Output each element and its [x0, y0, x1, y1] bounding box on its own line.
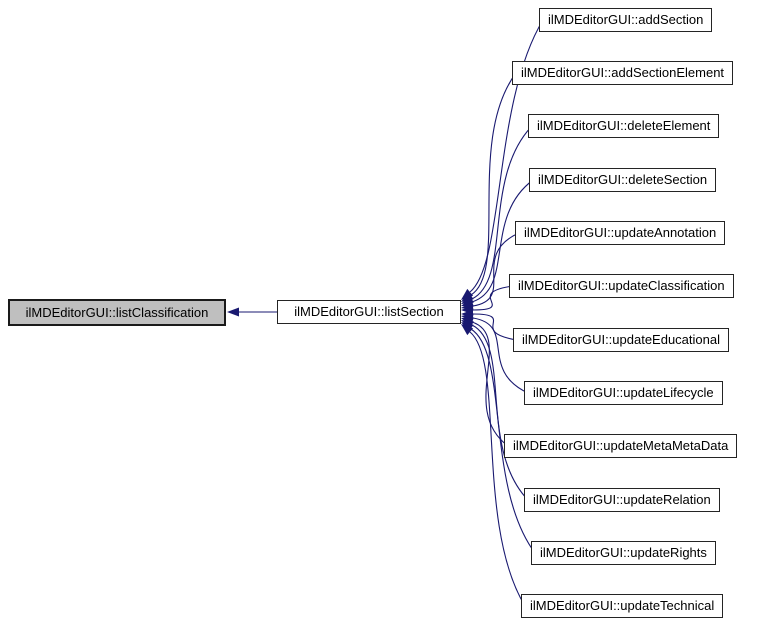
node-update-annotation[interactable]: ilMDEditorGUI::updateAnnotation — [515, 221, 725, 245]
node-update-rights[interactable]: ilMDEditorGUI::updateRights — [531, 541, 716, 565]
node-update-lifecycle[interactable]: ilMDEditorGUI::updateLifecycle — [524, 381, 723, 405]
edge-listSection-listClassification — [227, 308, 277, 317]
node-add-section[interactable]: ilMDEditorGUI::addSection — [539, 8, 712, 32]
node-update-technical[interactable]: ilMDEditorGUI::updateTechnical — [521, 594, 723, 618]
node-list-classification: ilMDEditorGUI::listClassification — [8, 299, 226, 326]
node-update-classification[interactable]: ilMDEditorGUI::updateClassification — [509, 274, 734, 298]
node-update-relation[interactable]: ilMDEditorGUI::updateRelation — [524, 488, 720, 512]
node-update-educational[interactable]: ilMDEditorGUI::updateEducational — [513, 328, 729, 352]
node-add-section-element[interactable]: ilMDEditorGUI::addSectionElement — [512, 61, 733, 85]
node-list-section[interactable]: ilMDEditorGUI::listSection — [277, 300, 461, 324]
node-delete-section[interactable]: ilMDEditorGUI::deleteSection — [529, 168, 716, 192]
node-delete-element[interactable]: ilMDEditorGUI::deleteElement — [528, 114, 719, 138]
node-update-meta-meta-data[interactable]: ilMDEditorGUI::updateMetaMetaData — [504, 434, 737, 458]
edge-updateTechnical-listSection — [458, 321, 525, 606]
edge-addSectionElement-listSection — [459, 73, 516, 306]
